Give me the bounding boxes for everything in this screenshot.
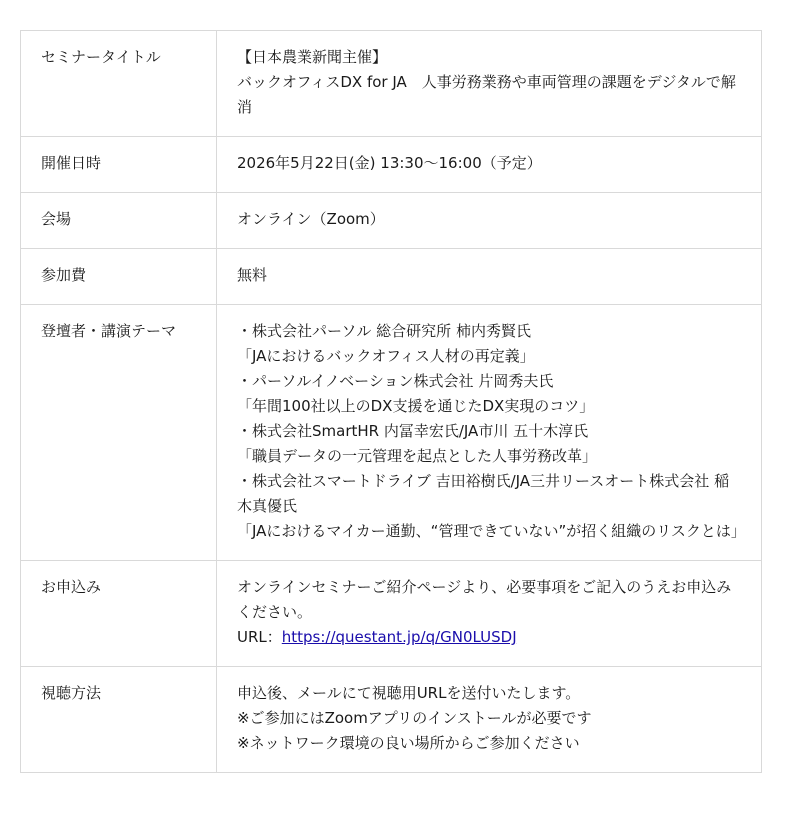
value-line: ・株式会社スマートドライブ 吉田裕樹氏/JA三井リースオート株式会社 稲木真優氏 — [237, 472, 730, 515]
value-line: ・株式会社SmartHR 内冨幸宏氏/JA市川 五十木淳氏 — [237, 422, 589, 440]
table-row-fee — [21, 249, 762, 305]
row-value — [217, 137, 762, 193]
value-line: 「JAにおけるバックオフィス人材の再定義」 — [237, 347, 535, 365]
row-label: 視聴方法 — [21, 667, 217, 773]
seminar-info-table — [20, 30, 762, 773]
row-value — [217, 193, 762, 249]
row-value — [217, 305, 762, 561]
table-row-datetime — [21, 137, 762, 193]
row-value — [217, 249, 762, 305]
value-line: バックオフィスDX for JA 人事労務業務や車両管理の課題をデジタルで解消 — [237, 73, 736, 116]
application-url-link[interactable]: https://questant.jp/q/GN0LUSDJ — [281, 628, 517, 646]
row-value — [217, 561, 762, 667]
row-value — [217, 31, 762, 137]
value-line: オンラインセミナーご紹介ページより、必要事項をご記入のうえお申込みください。 — [237, 578, 732, 621]
value-line: 【日本農業新聞主催】 — [237, 48, 388, 66]
value-line: ・パーソルイノベーション株式会社 片岡秀夫氏 — [237, 372, 554, 390]
value-line: 「年間100社以上のDX支援を通じたDX実現のコツ」 — [237, 397, 595, 415]
table-row-viewing — [21, 667, 762, 773]
value-line: 「職員データの一元管理を起点とした人事労務改革」 — [237, 447, 598, 465]
value-line: 「JAにおけるマイカー通勤、“管理できていない”が招く組織のリスクとは」 — [237, 522, 746, 540]
row-label: セミナータイトル — [21, 31, 217, 137]
value-line: 無料 — [237, 266, 268, 284]
row-label: 参加費 — [21, 249, 217, 305]
row-label: 会場 — [21, 193, 217, 249]
row-label: 登壇者・講演テーマ — [21, 305, 217, 561]
value-line: オンライン（Zoom） — [237, 210, 385, 228]
url-prefix: URL： — [237, 628, 282, 646]
row-value — [217, 667, 762, 773]
value-line: ※ご参加にはZoomアプリのインストールが必要です — [237, 709, 592, 727]
table-row-application — [21, 561, 762, 667]
table-row-title — [21, 31, 762, 137]
table-row-venue — [21, 193, 762, 249]
value-line: ・株式会社パーソル 総合研究所 柿内秀賢氏 — [237, 322, 531, 340]
url-line — [237, 625, 743, 650]
row-label: お申込み — [21, 561, 217, 667]
value-line: 2026年5月22日(金) 13:30～16:00（予定） — [237, 154, 542, 172]
value-line: 申込後、メールにて視聴用URLを送付いたします。 — [237, 684, 581, 702]
table-row-speakers — [21, 305, 762, 561]
value-line: ※ネットワーク環境の良い場所からご参加ください — [237, 734, 580, 752]
row-label: 開催日時 — [21, 137, 217, 193]
